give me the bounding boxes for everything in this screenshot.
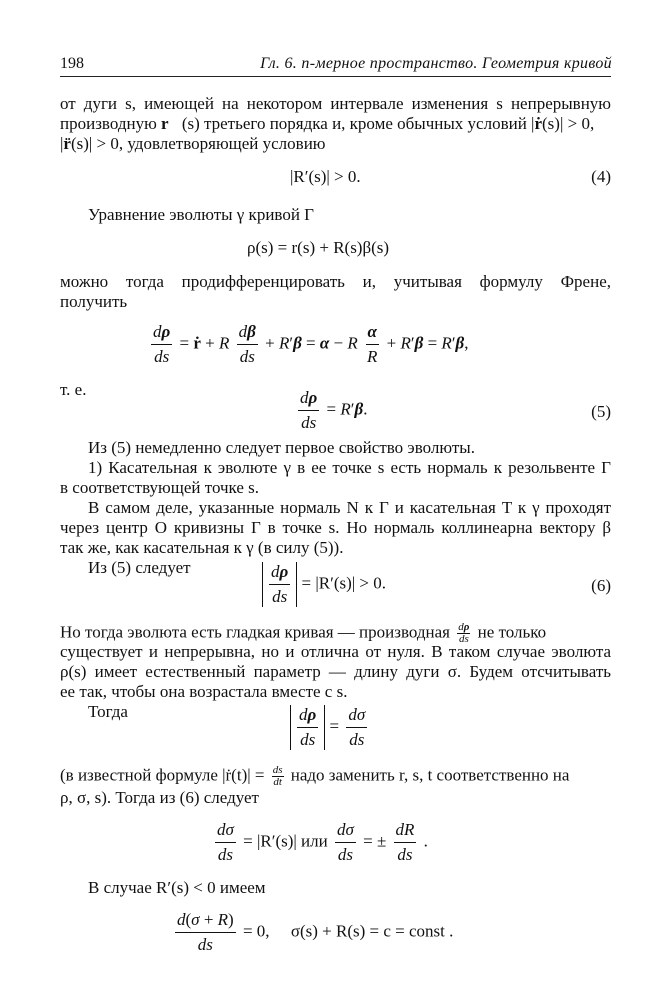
evolute-equation: ρ(s) = r(s) + R(s)β(s)	[247, 238, 390, 257]
running-title: Гл. 6. n-мерное пространство. Геометрия кривой	[260, 55, 612, 72]
header-rule	[60, 76, 611, 77]
text-line: производную r⃛(s) третьего порядка и, кроме обычных условий |ṙ(s)| > 0,	[60, 114, 595, 133]
text-line: ρ, σ, s). Тогда из (6) следует	[60, 788, 259, 807]
final-equation: $\frac{d(\sigma + R)}{ds}$ = 0, σ(s) + R(s) = c = const .	[177, 910, 454, 954]
text-line: в соответствующей точке s.	[60, 478, 260, 497]
text-line: Тогда	[88, 702, 128, 721]
text-line: Из (5) следует	[88, 558, 191, 577]
text-line: 1) Касательная к эволюте γ в ее точке s есть нормаль к резольвенте Γ	[88, 458, 611, 477]
text-line: В самом деле, указанные нормаль N к Γ и касательная T к γ проходят	[88, 498, 611, 517]
text-line: (в известной формуле |ṙ(t)| = $\frac{ds}{dt}$ надо заменить r, s, t соответственно на	[60, 764, 570, 788]
text-line: через центр O кривизны Γ в точке s. Но нормаль коллинеарна вектору β	[60, 518, 611, 537]
text-line: так же, как касательная к γ (в силу (5)).	[60, 538, 344, 557]
text-line: В случае R′(s) < 0 имеем	[88, 878, 266, 897]
arc-length-equation: $\frac{d\rho}{ds}$ = $\frac{d\sigma}{ds}$	[290, 705, 370, 750]
page-number: 198	[60, 55, 84, 72]
text-line: можно тогда продифференцировать и, учитывая формулу Френе,	[60, 272, 611, 291]
text-line: |r̈(s)| > 0, удовлетворяющей условию	[60, 134, 326, 153]
text-line: от дуги s, имеющей на некотором интервале изменения s непрерывную	[60, 94, 611, 113]
text-line: ρ(s) имеет естественный параметр — длину дуги σ. Будем отсчитывать	[60, 662, 611, 681]
text-line: Но тогда эволюта есть гладкая кривая — производная $\frac{d\rho}{ds}$ не только	[60, 621, 547, 645]
equation-number: (4)	[591, 167, 611, 186]
text-line: получить	[60, 292, 128, 311]
text-line: т. е.	[60, 380, 87, 399]
text-line: существует и непрерывна, но и отлична от нуля. В таком случае эволюта	[60, 642, 611, 661]
equation-4: |R′(s)| > 0.	[290, 167, 361, 186]
text-line: ее так, чтобы она возрастала вместе с s.	[60, 682, 348, 701]
equation-6: $\frac{d\rho}{ds}$ = |R′(s)| > 0.	[262, 562, 386, 607]
equation-5: $\frac{d\rho}{ds}$ = R′β.	[300, 388, 368, 432]
equation-number: (5)	[591, 402, 611, 421]
text-line: Из (5) немедленно следует первое свойство эволюты.	[88, 438, 475, 457]
equation-number: (6)	[591, 576, 611, 595]
text-line: Уравнение эволюты γ кривой Γ	[88, 205, 314, 224]
frenet-derivative-equation: $\frac{d\rho}{ds}$ = ṙ + R $\frac{d\beta}{ds}$ + R′β = α − R $\frac{\alpha}{R}$ + R′β = R′β,	[153, 322, 469, 366]
sigma-derivative-equation: $\frac{d\sigma}{ds}$ = |R′(s)| или $\frac{d\sigma}{ds}$ = ± $\frac{dR}{ds}$ .	[217, 820, 428, 864]
